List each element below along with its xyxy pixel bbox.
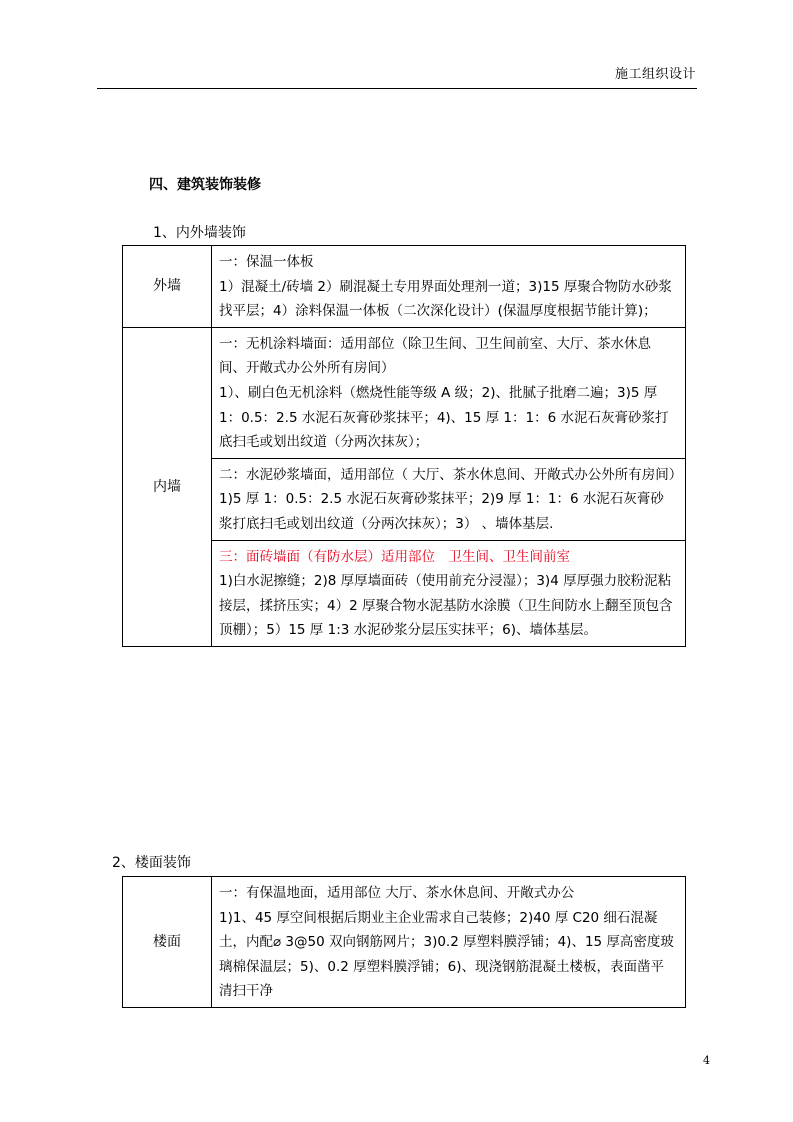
subsection-title-floors: 2、楼面装饰 [112, 855, 191, 871]
spec-heading: 二：水泥砂浆墙面，适用部位（ 大厅、茶水休息间、开敞式办公外所有房间） [219, 466, 683, 483]
exterior-wall-cell [212, 246, 686, 328]
table-row [123, 327, 686, 458]
floor-finish-table [122, 876, 686, 1008]
running-header: 施工组织设计 [614, 67, 696, 82]
spec-text: 1)白水泥擦缝；2)8 厚厚墙面砖（使用前充分浸湿）；3)4 厚厚强力胶粉泥粘接层，揉挤压实；4）2 厚聚合物水泥基防水涂膜（卫生间防水上翻至顶包含顶棚）；5）15 厚 1:3 水泥砂浆分层压实抹平；6)、墙体基层。 [219, 573, 673, 639]
row-label-interior: 内墙 [123, 327, 212, 646]
spec-heading-highlighted: 三：面砖墙面（有防水层）适用部位 卫生间、卫生间前室 [219, 548, 570, 565]
spec-text: 1)5 厚 1：0.5：2.5 水泥石灰膏砂浆抹平；2)9 厚 1：1：6 水泥石灰膏砂浆打底扫毛或划出纹道（分两次抹灰）；3） 、墙体基层. [219, 491, 664, 532]
subsection-title-walls: 1、内外墙装饰 [153, 225, 246, 241]
spec-text: 1）、刷白色无机涂料（燃烧性能等级 A 级；2)、批腻子批磨二遍；3)5 厚 1：0.5：2.5 水泥石灰膏砂浆抹平；4)、15 厚 1：1：6 水泥石灰膏砂浆打底扫毛或划出纹道（分两次抹灰）； [219, 384, 669, 451]
table-row [123, 246, 686, 328]
floor-cell [212, 877, 686, 1008]
page-number: 4 [703, 1054, 710, 1067]
interior-wall-cell-1 [212, 327, 686, 458]
section-title: 四、建筑装饰装修 [149, 177, 261, 193]
header-rule [97, 88, 697, 89]
wall-finish-table [122, 245, 686, 647]
spec-heading: 一：保温一体板 [219, 254, 314, 270]
table-row [123, 877, 686, 1008]
interior-wall-cell-3 [212, 540, 686, 646]
spec-text: 1）混凝土/砖墙 2）刷混凝土专用界面处理剂一道；3)15 厚聚合物防水砂浆找平层；4）涂料保温一体板（二次深化设计）(保温厚度根据节能计算)； [219, 278, 672, 320]
spec-text: 1)1、45 厚空间根据后期业主企业需求自己装修；2)40 厚 C20 细石混凝土，内配⌀ 3@50 双向钢筋网片；3)0.2 厚塑料膜浮铺；4)、15 厚高密度玻璃棉保温层；5)、0.2 厚塑料膜浮铺；6)、现浇钢筋混凝土楼板，表面凿平清扫干净 [219, 909, 674, 1000]
spec-heading: 一：有保温地面，适用部位 大厅、茶水休息间、开敞式办公 [219, 885, 575, 901]
spec-heading: 一：无机涂料墙面：适用部位（除卫生间、卫生间前室、大厅、茶水休息间、开敞式办公外所有房间） [219, 335, 651, 377]
interior-wall-cell-2 [212, 458, 686, 540]
row-label-exterior: 外墙 [123, 246, 212, 328]
row-label-floor: 楼面 [123, 877, 212, 1008]
